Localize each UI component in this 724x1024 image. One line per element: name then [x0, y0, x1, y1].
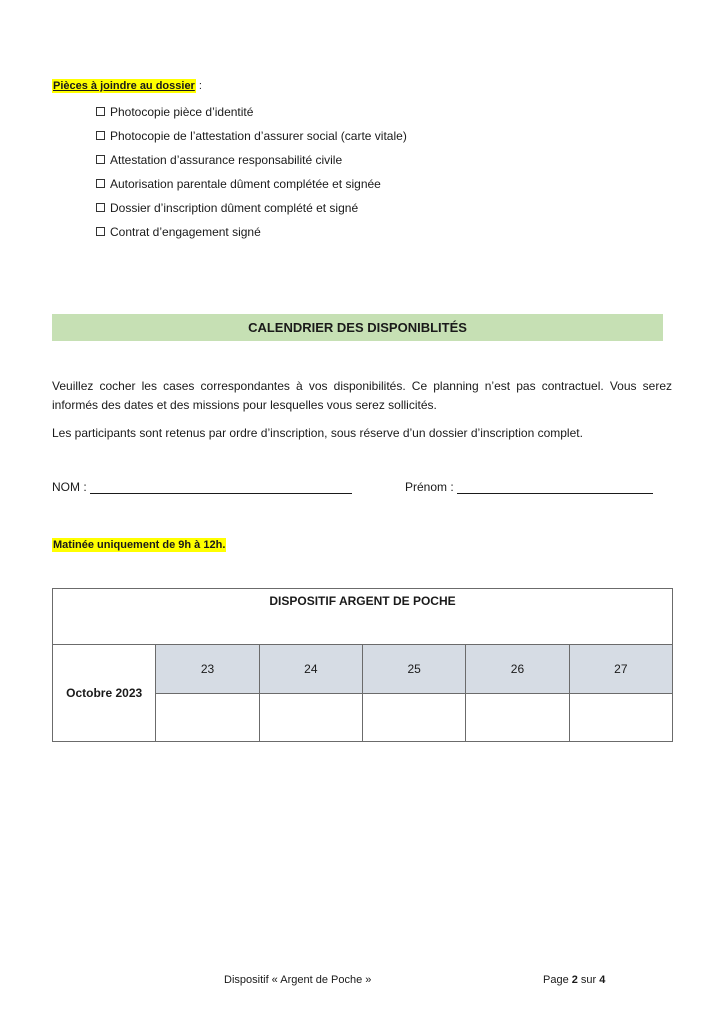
month-cell: Octobre 2023 — [53, 645, 156, 742]
checklist-item[interactable] — [96, 176, 407, 200]
availability-table — [52, 588, 673, 742]
matinee-note — [52, 535, 226, 553]
day-header: 26 — [466, 645, 569, 694]
instructions-paragraph: Veuillez cocher les cases correspondantes à vos disponibilités. Ce planning n’est pas contractuel. Vous serez informés des dates et des missions pour lesquelles vous serez sollicités. — [52, 379, 672, 412]
pieces-label: Pièces à joindre au dossier — [53, 80, 195, 92]
nom-label: NOM : — [52, 480, 87, 494]
checkbox-icon[interactable] — [96, 155, 105, 164]
pieces-checklist — [96, 104, 407, 248]
selection-paragraph: Les participants sont retenus par ordre d’inscription, sous réserve d’un dossier d’inscription complet. — [52, 426, 583, 440]
page-prefix: Page — [543, 974, 572, 986]
section-title: CALENDRIER DES DISPONIBLITÉS — [248, 320, 467, 335]
section-title-band — [52, 314, 663, 341]
day-header: 24 — [259, 645, 362, 694]
availability-cell[interactable] — [156, 694, 259, 742]
checklist-item[interactable] — [96, 224, 407, 248]
checklist-item[interactable] — [96, 104, 407, 128]
availability-cell[interactable] — [466, 694, 569, 742]
checklist-item-label: Dossier d’inscription dûment complété et signé — [110, 201, 359, 215]
checkbox-icon[interactable] — [96, 107, 105, 116]
table-title: DISPOSITIF ARGENT DE POCHE — [53, 589, 673, 645]
nom-input-line[interactable] — [90, 480, 352, 494]
availability-cell[interactable] — [569, 694, 672, 742]
nom-field — [52, 480, 352, 494]
prenom-field — [405, 480, 653, 494]
day-header: 25 — [362, 645, 465, 694]
page-total: 4 — [599, 974, 606, 986]
checklist-item-label: Autorisation parentale dûment complétée et signée — [110, 177, 381, 191]
availability-cell[interactable] — [362, 694, 465, 742]
page-mid: sur — [577, 974, 600, 986]
checkbox-icon[interactable] — [96, 179, 105, 188]
checklist-item-label: Photocopie de l’attestation d’assurer social (carte vitale) — [110, 129, 407, 143]
day-header: 23 — [156, 645, 259, 694]
pieces-heading — [52, 80, 202, 92]
matinee-text: Matinée uniquement de 9h à 12h. — [53, 539, 226, 551]
checkbox-icon[interactable] — [96, 131, 105, 140]
footer-page-number — [543, 974, 605, 986]
checklist-item-label: Photocopie pièce d’identité — [110, 105, 254, 119]
checkbox-icon[interactable] — [96, 203, 105, 212]
pieces-label-suffix: : — [195, 80, 202, 92]
page-current: 2 — [571, 974, 578, 986]
checklist-item[interactable] — [96, 128, 407, 152]
availability-cell[interactable] — [259, 694, 362, 742]
checkbox-icon[interactable] — [96, 227, 105, 236]
checklist-item-label: Contrat d’engagement signé — [110, 225, 261, 239]
prenom-input-line[interactable] — [457, 480, 653, 494]
prenom-label: Prénom : — [405, 480, 454, 494]
checklist-item-label: Attestation d’assurance responsabilité civile — [110, 153, 343, 167]
checklist-item[interactable] — [96, 200, 407, 224]
day-header: 27 — [569, 645, 672, 694]
checklist-item[interactable] — [96, 152, 407, 176]
footer-title: Dispositif « Argent de Poche » — [224, 974, 372, 986]
